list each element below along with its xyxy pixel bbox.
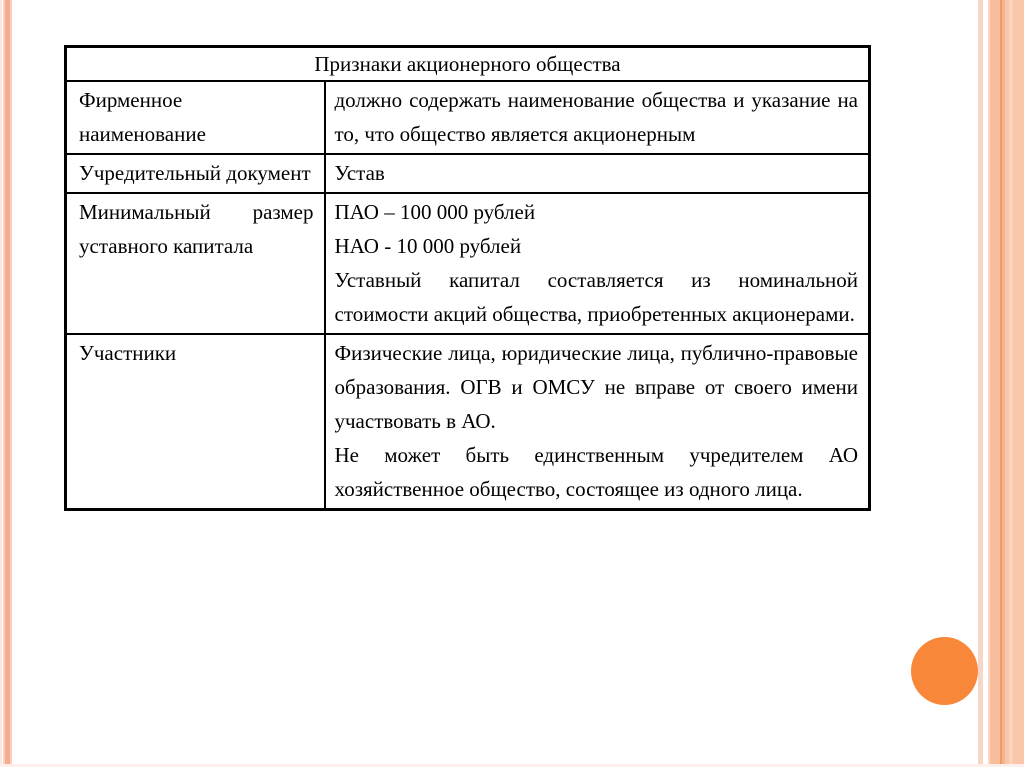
row-label-founding-document	[66, 154, 325, 193]
table-row-firm-name	[66, 81, 870, 154]
row-label-text: Участники	[79, 341, 177, 365]
row-value-paragraph: Устав	[334, 161, 385, 185]
row-value-paragraph: Физические лица, юридические лица, публично-правовые образования. ОГВ и ОМСУ не вправе от своего имени участвовать в АО.	[334, 341, 858, 433]
table-row-min-capital	[66, 193, 870, 334]
row-label-min-capital	[66, 193, 325, 334]
table-title: Признаки акционерного общества	[66, 47, 870, 82]
right-stripe-band	[976, 0, 1024, 767]
row-value-firm-name	[325, 81, 870, 154]
row-label-firm-name	[66, 81, 325, 154]
row-value-participants	[325, 334, 870, 510]
table-row-founding-document	[66, 154, 870, 193]
row-label-text: Фирменное наименование	[79, 88, 206, 146]
row-value-paragraph: ПАО – 100 000 рублей	[334, 200, 536, 224]
row-label-participants	[66, 334, 325, 510]
left-stripe-band	[0, 0, 13, 767]
row-value-paragraph: НАО - 10 000 рублей	[334, 234, 522, 258]
accent-circle	[911, 637, 978, 705]
row-value-min-capital	[325, 193, 870, 334]
row-value-paragraph: Уставный капитал составляется из номинальной стоимости акций общества, приобретенных акционерами.	[334, 268, 858, 326]
row-value-paragraph: Не может быть единственным учредителем АО хозяйственное общество, состоящее из одного лица.	[334, 443, 858, 501]
table-header-row	[66, 47, 870, 82]
row-label-text: Минимальный размер уставного капитала	[79, 200, 314, 258]
row-label-text: Учредительный документ	[79, 161, 311, 185]
features-table	[64, 45, 871, 511]
table-row-participants	[66, 334, 870, 510]
row-value-paragraph: должно содержать наименование общества и указание на то, что общество является акционерным	[334, 88, 858, 146]
row-value-founding-document	[325, 154, 870, 193]
